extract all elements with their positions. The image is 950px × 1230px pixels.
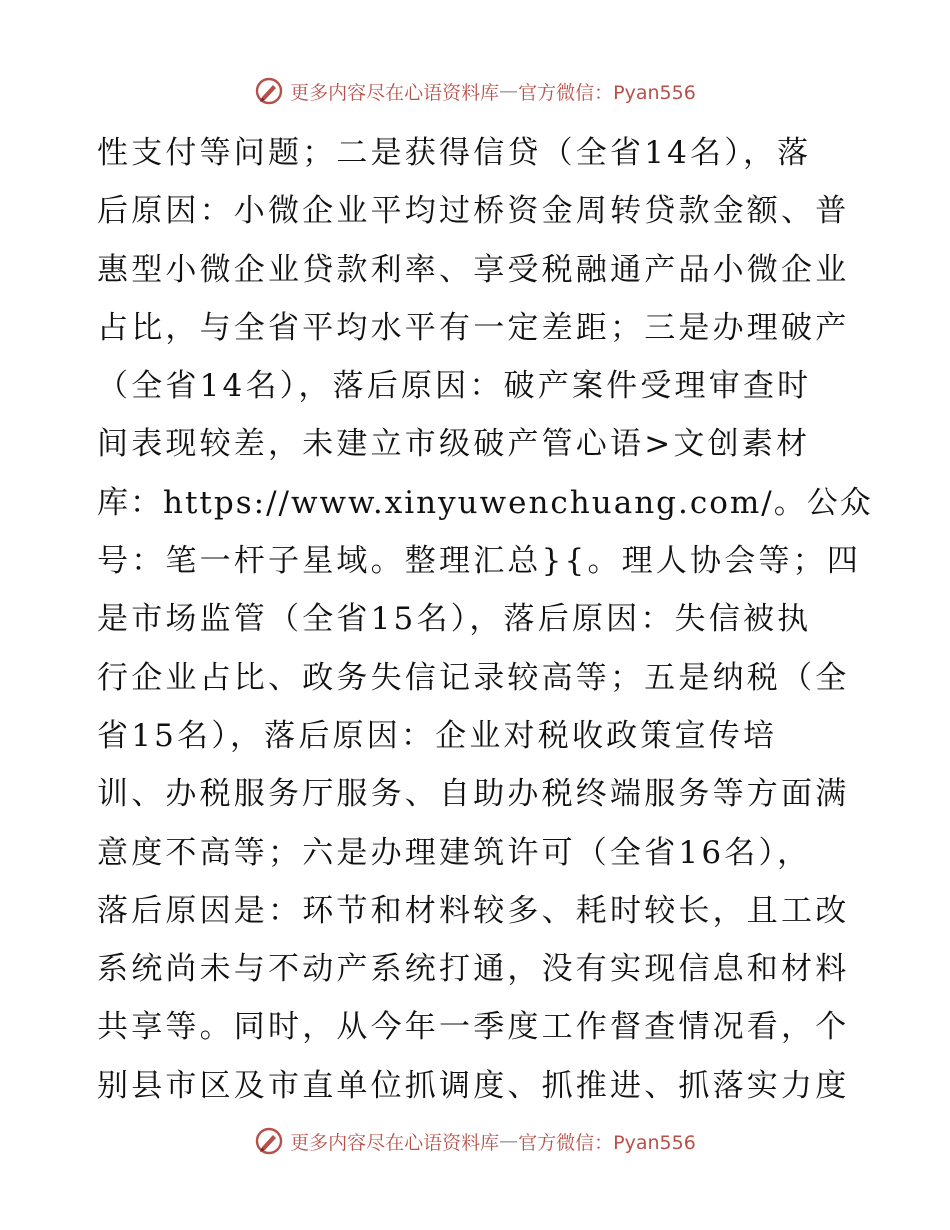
body-line: 性支付等问题；二是获得信贷（全省14名），落 (97, 135, 812, 171)
watermark-contact: 官方微信：Pyan556 (518, 1131, 696, 1154)
body-line: 共享等。同时，从今年一季度工作督查情况看，个 (97, 1009, 850, 1046)
body-line: 是市场监管（全省15名），落后原因：失信被执 (97, 601, 812, 638)
watermark-separator: — (499, 80, 519, 102)
header-watermark (0, 71, 950, 111)
body-line: （全省14名），落后原因：破产案件受理审查时 (97, 368, 812, 405)
pen-logo-icon (254, 1126, 284, 1156)
body-line: 后原因：小微企业平均过桥资金周转贷款金额、普 (97, 193, 850, 230)
body-line: 意度不高等；六是办理建筑许可（全省16名）， (97, 834, 812, 871)
body-line: 省15名），落后原因：企业对税收政策宣传培 (97, 717, 778, 754)
body-line: 系统尚未与不动产系统打通，没有实现信息和材料 (97, 951, 850, 988)
watermark-text: 更多内容尽在心语资料库 (290, 81, 500, 104)
body-line: 占比，与全省平均水平有一定差距；三是办理破产 (97, 309, 850, 346)
document-body (97, 124, 873, 1115)
footer-watermark (0, 1121, 950, 1161)
body-line: 号：笔一杆子星域。整理汇总}{。理人协会等；四 (97, 543, 862, 580)
watermark-text: 更多内容尽在心语资料库 (290, 1131, 500, 1154)
pen-logo-icon (254, 76, 284, 106)
body-line: 训、办税服务厅服务、自助办税终端服务等方面满 (97, 776, 850, 813)
body-line: 惠型小微企业贷款利率、享受税融通产品小微企业 (97, 251, 850, 288)
body-line: 库：https://www.xinyuwenchuang.com/。公众 (97, 484, 873, 521)
body-line: 落后原因是：环节和材料较多、耗时较长，且工改 (97, 892, 850, 929)
body-line: 别县市区及市直单位抓调度、抓推进、抓落实力度 (97, 1067, 850, 1104)
watermark-contact: 官方微信：Pyan556 (518, 81, 696, 104)
watermark-separator: — (499, 1130, 519, 1152)
body-line: 行企业占比、政务失信记录较高等；五是纳税（全 (97, 659, 850, 696)
body-line: 间表现较差，未建立市级破产管心语>文创素材 (97, 426, 811, 463)
